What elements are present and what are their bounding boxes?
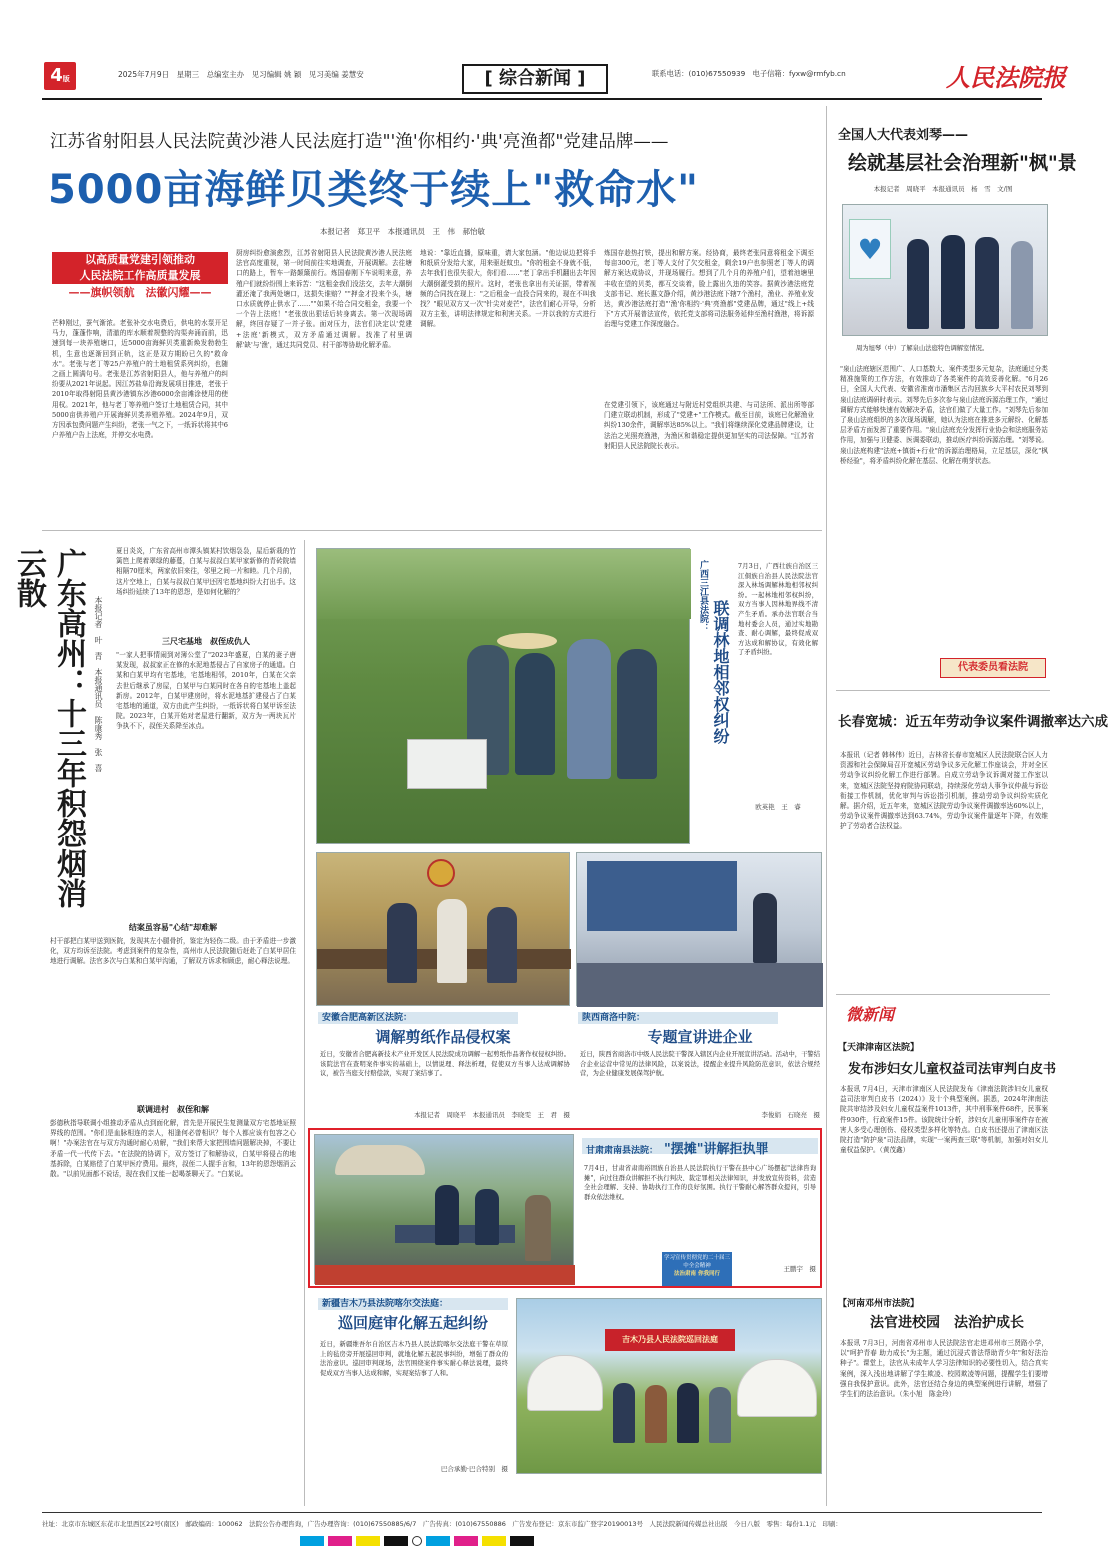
gd-body-2: "一家人把事情闹到对簿公堂了"2023年盛夏，白某的妻子唐某发现，叔叔家正在修的水泥地基侵占了自家房子的通道。白某和白某甲均有宅基地，宅基地相邻，2010年，白某在父亲去世后继承了房屋，白某甲与白某同时在各自的宅基地上盖起新房。2012年，白某甲建房时，将水泥地基扩建侵占了白某宅基地的通道，双方由此产生纠纷，一纸诉状将白某甲诉至法院。2023年，白某开始对老屋进行翻新，双方为一两块瓦片争执不下，叔侄关系降至冰点。 xyxy=(116,651,296,731)
color-registration-bar xyxy=(300,1536,780,1546)
standee-line-1: 学习宣传贯彻党的二十届三中全会精神 xyxy=(664,1255,731,1269)
poster-heart-icon: ♥ xyxy=(857,233,883,266)
gansu-label: 甘肃肃南县法院： xyxy=(586,1146,659,1156)
gansu-caption: 7月4日，甘肃省肃南裕固族自治县人民法院执行干警在县中心广场摆起"法律咨询摊"，向过往群众讲解拒不执行判决、裁定罪相关法律知识，并发放宣传资料，营造全社会理解、支持、协助执行工作的良好氛围。执行干警耐心解答群众提问，引导群众依法维权。 xyxy=(584,1165,816,1201)
court-emblem xyxy=(427,859,455,887)
shaanxi-caption: 近日，陕西省商洛市中级人民法院干警深入辖区内企业开展宣讲活动。活动中，干警结合企业运营中常见的法律风险，以案说法，提醒企业提升风险防范意识，依法合规经营，为企业健康发展保驾护航。 xyxy=(580,1051,820,1078)
reg-magenta xyxy=(328,1536,352,1546)
crowd-3 xyxy=(677,1383,699,1443)
poster-board xyxy=(849,219,891,279)
side2-title: 长春宽城：近五年劳动争议案件调撤率达六成 xyxy=(838,714,1108,730)
slogan-box xyxy=(52,252,228,302)
mini1-title: 发布涉妇女儿童权益司法审判白皮书 xyxy=(848,1062,1057,1077)
side1-byline: 本报记者 周晓平 本报通讯员 杨 雪 文/图 xyxy=(873,185,1013,193)
side1-title: 绘就基层社会治理新"枫"景 xyxy=(848,152,1077,174)
shaanxi-photo xyxy=(576,852,822,1006)
anhui-photo xyxy=(316,852,570,1006)
mini-news-logo: 微新闻 xyxy=(846,1005,895,1024)
gd-divider xyxy=(304,540,305,1506)
worker-3 xyxy=(567,639,611,779)
anhui-author: 本报记者 周晓平 本报通讯员 李晓雯 王 君 摄 xyxy=(414,1111,570,1119)
side1-photo xyxy=(842,204,1048,336)
sidebar-divider xyxy=(826,106,827,1506)
yurt-1 xyxy=(527,1355,603,1411)
side1-kicker: 全国人大代表刘琴—— xyxy=(838,128,969,143)
citizen-1 xyxy=(525,1195,551,1261)
lead-col-5: 炼国存趁热打铁，提出和解方案。经协商，最终老张同意将租金下调至每亩300元，老丁等人支付了欠交租金，剩余19户也参照老丁等人的调解方案达成协议，并现场履行。想到了几个月的养殖户们，望着池塘里丰收在望的贝类，都互交谈着，脸上露出久违的笑容。据黄沙港法庭党支部书记、庭长惠文静介绍，黄沙港法庭下辖7个渔村，渔业、养殖业发达，黄沙港法庭打造"'渔'你相约·'典'亮渔都"党建品牌，通过"线上+线下"方式开展普法宣传，依托党支部将司法服务延伸至渔村渔港，将诉源治理与党建工作深度融合。 xyxy=(604,249,814,329)
xinjiang-banner: 吉木乃县人民法院巡回法庭 xyxy=(605,1329,735,1351)
footer-rule xyxy=(42,1512,1042,1513)
side1-body: "泉山法庭辖区范围广、人口基数大、案件类型多元复杂，法庭通过分类精准施策的工作方法，有效推动了各类案件的高效妥善化解。"6月26日，全国人大代表、安徽省淮南市潘集区古沟回族乡大平村农民刘琴到泉山法庭调研时表示。刘琴先后多次参与泉山法庭诉源治理工作，"通过调解方式能够快速有效解决矛盾，法官们做了大量工作。"刘琴先后参加了泉山法庭组织的多次现场调解，她认为法庭在推进多元解纷、化解基层矛盾方面发挥了重要作用。"泉山法庭充分发挥行业协会和法庭服务站作用，加强与卫健委、医调委联动，推动医疗纠纷诉源治理。"刘琴说。泉山法庭构建"法庭+镇街+行业"的诉源治理格局，立足基层，深化"枫桥经验"，将矛盾纠纷化解在基层、化解在萌芽状态。 xyxy=(840,365,1048,465)
footer-text: 社址：北京市东城区东花市北里西区22号(南区) 邮政编码：100062 法院公告办理咨询，广告办理咨询：(010)67550885/6/7 广告传真：(010)67550886 广告发布登记：京东市监广登字20190013号 人民法院新闻传媒总社出版 今日八版 零售：每份1.1元 印刷： xyxy=(42,1520,842,1528)
party-2 xyxy=(437,899,467,983)
side2-bottom-rule xyxy=(836,994,1050,995)
guangxi-caption: 7月3日，广西壮族自治区三江侗族自治县人民法院法官深入林场调解林地相邻权纠纷。一起林地相邻权纠纷，双方当事人因林地界线不清产生矛盾。承办法官联合当地村委会人员，通过实地勘查、耐心调解，最终促成双方达成和解协议，有效化解了矛盾纠纷。 xyxy=(738,563,818,657)
reg-cyan-2 xyxy=(426,1536,450,1546)
side-badge: 代表委员看法院 xyxy=(940,658,1046,678)
xinjiang-author: 巴合承勤·巴合特别 摄 xyxy=(440,1465,508,1473)
crowd-2 xyxy=(645,1385,667,1443)
worker-4 xyxy=(617,649,657,779)
banner-strip xyxy=(315,1265,575,1285)
standee-line-2: 法治肃南 你我同行 xyxy=(674,1271,720,1277)
header-rule xyxy=(42,98,1042,100)
gansu-author: 王鹏宇 摄 xyxy=(783,1265,816,1273)
xinjiang-title: 巡回庭审化解五起纠纷 xyxy=(337,1314,488,1332)
officer-2 xyxy=(475,1189,499,1245)
officer-1 xyxy=(435,1185,459,1245)
reg-yellow-2 xyxy=(482,1536,506,1546)
anhui-title: 调解剪纸作品侵权案 xyxy=(375,1028,511,1046)
shaanxi-label: 陕西商洛中院： xyxy=(578,1012,778,1024)
audience-row xyxy=(577,963,823,1007)
side2-body: 本报讯（记者 韩林伟）近日，吉林省长春市宽城区人民法院联合区人力资源和社会保障局召开宽城区劳动争议多元化解工作座谈会，并对全区劳动争议纠纷化解工作进行部署。自成立劳动争议诉调对接工作室以来，宽城区法院坚持府院协同联动，持续深化劳动人事争议仲裁与诉讼衔接工作机制，优化审判与诉讼指引机制，推动劳动争议纠纷实质化解。据介绍，近五年来，宽城区法院劳动争议案件调撤率达60%以上，劳动争议案件调撤率达到63.74%，劳动争议案件量逐年下降，有效维护了劳动者合法权益。 xyxy=(840,751,1048,831)
screen xyxy=(587,861,737,931)
reg-target xyxy=(412,1536,422,1546)
gansu-photo xyxy=(314,1134,574,1284)
guangxi-title: 联调林地相邻权纠纷 xyxy=(711,600,730,744)
lead-byline: 本报记者 郑卫平 本报通讯员 王 伟 郝怡敏 xyxy=(320,227,485,236)
gd-byline: 本报记者 叶 青 本报通讯员 陈康秀 张 喜 xyxy=(94,596,103,772)
page-suffix: 版 xyxy=(62,75,70,83)
crowd-1 xyxy=(613,1383,635,1443)
guangxi-photo xyxy=(316,548,690,844)
mini2-body: 本报讯 7月3日，河南省邓州市人民法院法官走进邓州市三贤路小学，以"呵护青春 助力成长"为主题，通过沉浸式普法帮助青少年"和好法治种子"。课堂上，法官从未成年人学习法律知识的必要性切入，结合真实案例，深入浅出地讲解了学生欺凌、校园欺凌等问题，提醒学生们要增强自我保护意识。此外，法官还结合身边的典型案例进行讲解，增强了学生们的法治意识。（朱小旭 陈金玲） xyxy=(840,1339,1048,1399)
guangxi-author: 欧英艳 王 睿 xyxy=(755,803,801,811)
gd-sub-3: 联调进村 叔侄和解 xyxy=(137,1105,209,1114)
gd-title: 广东高州：十三年积怨烟消云散 xyxy=(11,548,86,908)
gd-body-4: 彭德秋指导联调小组推动矛盾从点到面化解，首先是开展民生复测量双方宅基地证照界线的范围。"你们是血脉相连的亲人，相逢何必曾相识？每个人都应该有包容之心啊！"办案法官在与双方沟通时耐心劝解，"我们来帮大家把围墙问题解决掉，不要让矛盾一代一代传下去。"在法院的协调下，双方签订了和解协议，白某甲将侵占的地基拆除，白某赔偿了白某甲医疗费用。最终，叔侄二人握手言和，13年的恩怨烟消云散。"以前见面都不说话，现在我们又能一起喝茶聊天了。"白某说。 xyxy=(50,1119,296,1179)
reg-magenta-2 xyxy=(454,1536,478,1546)
gd-body-1: 夏日炎炎，广东省高州市潭头镇某村饮烟袅袅，屋后新栽的竹篱笆上爬着翠绿的藤蔓，白某与叔叔白某甲家新修的青砖院墙相隔70厘米，两家依旧来往，邻里之间一片和睦。几个月前，这片空地上，白某与叔叔白某甲还因宅基地纠纷大打出手。这场纠纷延续了13年的恩怨，是如何化解的？ xyxy=(116,547,296,596)
gd-sub-2: 结案虽容易"心结"却难解 xyxy=(128,923,218,932)
xinjiang-photo xyxy=(516,1298,822,1474)
gd-sub-1: 三尺宅基地 叔侄成仇人 xyxy=(162,637,250,646)
lead-kicker: 江苏省射阳县人民法院黄沙港人民法庭打造"'渔'你相约·'典'亮渔都"党建品牌—— xyxy=(50,132,669,152)
shaanxi-author: 李俊娟 石晓亮 摄 xyxy=(761,1111,820,1119)
person-3 xyxy=(975,237,999,329)
yurt-2 xyxy=(737,1359,817,1417)
party-1 xyxy=(387,903,417,983)
lead-col-2: 厨房纠纷愈演愈烈，江苏省射阳县人民法院黄沙港人民法庭法官高度重视，第一时间前往实地调查，开展调解。去往塘口的路上，暂车一路颠簸前行。炼国春刚下车说明来意，养殖户们就纷纷围上来诉苦："这租金我们没法交，去年大潮倒灌还淹了我两处塘口，这损失谁赔？""押金才投来个头，塘口水质就停止供水了……""如果不给合同交租金，我要一个一个告上法庭！"老张放出狠话后转身离去。第一次现场调解，终回存疑了一并子张。面对压力，法官们决定以'党建+法庭'新模式，双方矛盾通过调解。找准了村里调解'缺'与'渔'，通过共同党员、村干部等协助化解矛盾。 xyxy=(236,249,412,349)
guangxi-label: 广西三江县法院： xyxy=(698,560,708,632)
xinjiang-caption: 近日，新疆维吾尔自治区吉木乃县人民法院喀尔交法庭干警在草原上的毡房旁开展巡回审判，就地化解五起民事纠纷，增强了群众的法治意识。巡回审判现场，法官围绕案件事实耐心释法说理，最终促成双方当事人达成和解，实现案结事了人和。 xyxy=(320,1341,508,1377)
contact-line: 联系电话：(010)67550939 电子信箱：fyxw@rmfyb.cn xyxy=(652,69,846,78)
worker-2 xyxy=(515,653,555,775)
mini2-title: 法官进校园 法治护成长 xyxy=(870,1315,1024,1331)
gansu-standee xyxy=(662,1252,732,1286)
gd-body-3: 村干部把白某甲送到医院，发现其左小腿骨折，鉴定为轻伤二级。由于矛盾进一步激化，双方均诉至法院。考虑到案件的复杂性，高州市人民法院随后赶赴了白某甲居住地进行调解。法官多次与白某和白某甲沟通，了解双方诉求和顾虑，耐心释法说理。 xyxy=(50,937,296,966)
anhui-caption: 近日，安徽省合肥高新技术产业开发区人民法院成功调解一起剪纸作品著作权侵权纠纷。该院法官在查明案件事实的基础上，以情说理、释法析理，促使双方当事人达成调解协议，被告当庭支付赔偿款，实现了案结事了。 xyxy=(320,1051,570,1078)
anhui-label: 安徽合肥高新区法院： xyxy=(318,1012,518,1024)
lead-col-4: 地说："靠近直播，原味重，请大家包涵。"他边说边把将手和纸质分发给大家，用来驱赶蚊虫。"你的租金不身就不低，去年我们也很失很大，你们看……"老丁拿出手机翻出去年因大潮倒灌受损的照片。这时，老张也拿出有关证据，带着视频的合同找在现上："之后租金一直投合同来的，现在不叫我找？"眼见双方又一次"针尖对麦芒"，法官们耐心开导，分析双方主张，讲明法律规定和利害关系。一并以我的方式进行调解。 xyxy=(420,249,596,329)
person-4 xyxy=(1011,241,1033,329)
slogan-line-3: ——旗帜领航 法徽闪耀—— xyxy=(68,286,212,299)
reg-cyan xyxy=(300,1536,324,1546)
date-line: 2025年7月9日 星期三 总编室主办 见习编辑 姚 颖 见习美编 姜慧安 xyxy=(118,70,364,79)
xinjiang-label: 新疆吉木乃县法院喀尔交法庭： xyxy=(318,1298,508,1310)
page-number-badge xyxy=(44,62,76,90)
reg-yellow xyxy=(356,1536,380,1546)
shaanxi-title: 专题宣讲进企业 xyxy=(647,1028,753,1046)
party-3 xyxy=(487,907,517,983)
person-1 xyxy=(907,239,929,329)
lead-col-1: 芒种刚过，蚕气渐浓。老张补交水电费后，供电的水泵开足马力，蓬蓬作响，清澈的库水顺着规整的沟渠奔涌而前，迅速到每一块养殖塘口，近5000亩海鲜贝类重新焕发勃勃生机，生意也逐渐回到正轨，这正是双方期盼已久的"救命水"。老张与老丁等25户养殖户的土地租赁系列纠纷，也随之画上圆满句号。老张是江苏省射阳县人，他与养殖户的纠纷要从2021年说起。因江苏盐阜沿海发展项目推进，老张于2010年取得射阳县黄沙港镇东沙港6000余亩滩涂使用的使用权。2021年，他与老丁等养殖户签订土地租赁合同，其中5000亩供养殖户开展海鲜贝类养殖养殖。2024年9月，双方因承包费问题产生纠纷，老张一气之下，一纸诉状将其中6户养殖户告上法庭，并停交水电费。 xyxy=(52,319,228,440)
gansu-title: "摆摊"讲解拒执罪 xyxy=(664,1142,769,1157)
speaker xyxy=(753,893,777,963)
page-number: 4 xyxy=(50,65,63,86)
side1-photo-caption: 周为旭琴（中）了解泉山法庭特色调解室情况。 xyxy=(856,345,989,352)
reg-black xyxy=(384,1536,408,1546)
side1-bottom-rule xyxy=(836,690,1050,691)
crowd-4 xyxy=(709,1387,731,1443)
lead-col-6: 在党建引领下，该庭通过与附近村党组织共建、与司法所、派出所等部门建立联动机制，形成了"党建+"工作模式。截至目前，该庭已化解渔业纠纷130余件，调解率达85%以上。"我们将继续深化党建品牌建设，让法治之光照亮渔港，为渔区和谐稳定提供更加坚实的司法保障。"江苏省射阳县人民法院院长表示。 xyxy=(604,401,814,450)
masthead-logo: 人民法院报 xyxy=(946,63,1066,92)
mini1-body: 本报讯 7月4日，天津市津南区人民法院发布《津南法院涉妇女儿童权益司法审判白皮书（2024）》及十个典型案例。据悉，2024年津南法院共审结涉及妇女儿童权益案件1013件，其中刑事案件68件，民事案件930件，行政案件15件。该院统计分析，涉妇女儿童刑事案件存在被害人多受心理创伤、侵权类型多样化等特点。白皮书还提出了津南区法院打造"防护泉"司法品牌，实现"一案两查三联"等机制，加强对妇女儿童权益保护。（黄茂鑫） xyxy=(840,1085,1048,1155)
gansu-label-row xyxy=(582,1138,818,1157)
person-2 xyxy=(941,235,965,329)
lead-bottom-rule xyxy=(42,530,822,531)
slogan-line-1: 以高质量党建引领推动 xyxy=(52,252,228,268)
lead-headline: 5000亩海鲜贝类终于续上"救命水" xyxy=(48,167,700,213)
straw-hat xyxy=(497,633,557,649)
mini1-tag: 【天津津南区法院】 xyxy=(838,1043,920,1053)
reg-black-2 xyxy=(510,1536,534,1546)
guangxi-hill xyxy=(317,549,691,619)
mini2-tag: 【河南邓州市法院】 xyxy=(838,1299,920,1309)
section-title: [ 综合新闻 ] xyxy=(462,64,608,94)
white-box xyxy=(407,739,487,789)
slogan-line-2: 人民法院工作高质量发展 xyxy=(52,268,228,284)
umbrella xyxy=(335,1145,425,1175)
